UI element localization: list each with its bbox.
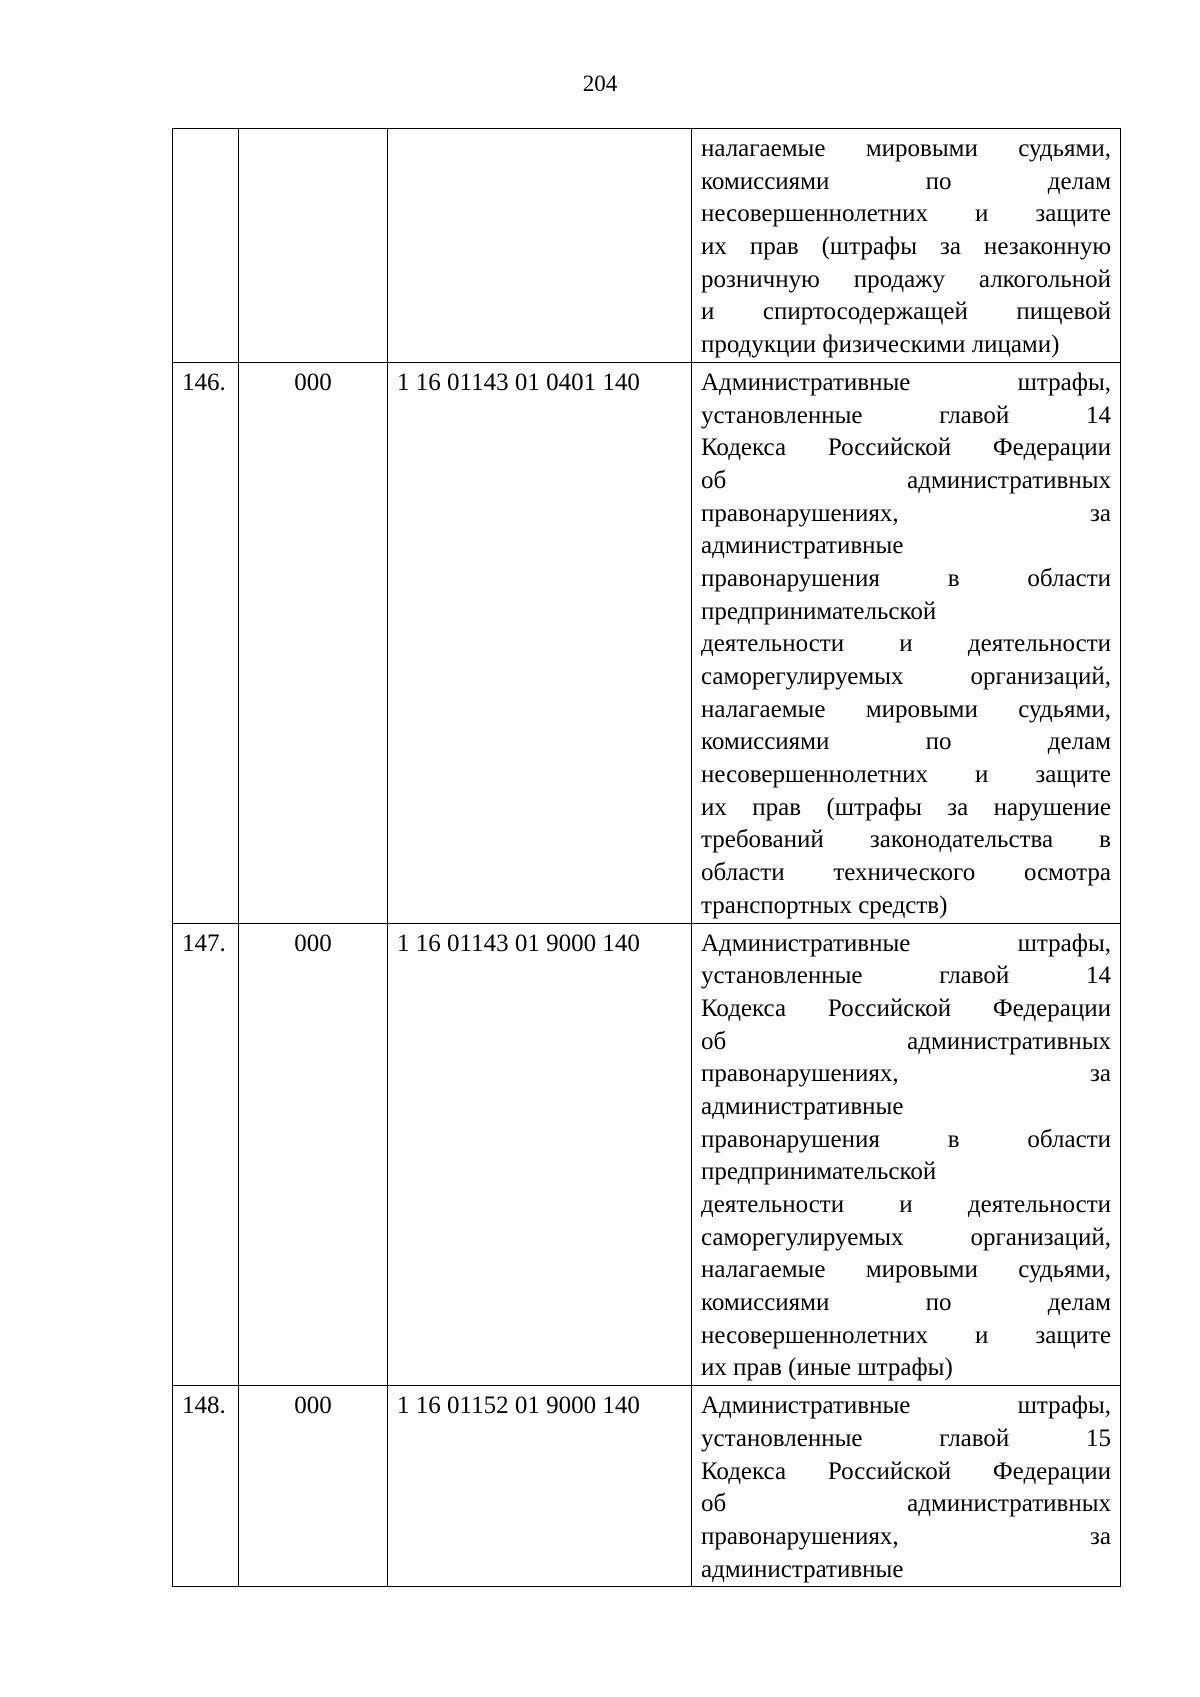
description-cell — [692, 923, 1121, 1386]
description-line: налагаемые мировыми судьями, — [701, 1256, 1111, 1284]
description-line: несовершеннолетних и защите — [701, 200, 1111, 228]
row-number-cell: 146. — [173, 362, 239, 923]
description-line: установленные главой 15 — [701, 1424, 1111, 1452]
description-line: их прав (штрафы за нарушение — [701, 793, 1111, 821]
description-line: розничную продажу алкогольной — [701, 265, 1111, 293]
description-line: административные — [701, 1555, 904, 1583]
description-line: требований законодательства в — [701, 826, 1111, 854]
description-line: установленные главой 14 — [701, 962, 1111, 990]
description-line: правонарушения в области — [701, 564, 1111, 592]
description-line: об административных — [701, 1027, 1111, 1055]
table-row — [173, 362, 1121, 923]
administrator-code-cell: 000 — [239, 1386, 388, 1587]
administrator-code-cell — [239, 129, 388, 363]
page-number: 204 — [582, 71, 618, 96]
description-line: административные — [701, 532, 904, 560]
description-line: Административные штрафы, — [701, 929, 1111, 957]
description-cell — [692, 362, 1121, 923]
description-line: области технического осмотра — [701, 859, 1111, 887]
description-line: несовершеннолетних и защите — [701, 761, 1111, 789]
description-line: правонарушениях, за — [701, 1060, 1111, 1088]
description-line: продукции физическими лицами) — [701, 331, 1060, 359]
description-line: несовершеннолетних и защите — [701, 1321, 1111, 1349]
administrator-code-cell: 000 — [239, 923, 388, 1386]
description-line: Кодекса Российской Федерации — [701, 434, 1111, 462]
description-line: комиссиями по делам — [701, 1289, 1111, 1317]
description-line: саморегулируемых организаций, — [701, 1223, 1111, 1251]
description-line: саморегулируемых организаций, — [701, 663, 1111, 690]
table-row — [173, 923, 1121, 1386]
table-body — [173, 129, 1121, 1587]
description-line: об административных — [701, 1490, 1111, 1518]
description-line: транспортных средств) — [701, 891, 948, 919]
budget-code-cell: 1 16 01143 01 9000 140 — [388, 923, 692, 1386]
description-line: Кодекса Российской Федерации — [701, 994, 1111, 1022]
budget-code-cell: 1 16 01143 01 0401 140 — [388, 362, 692, 923]
description-line: Административные штрафы, — [701, 368, 1111, 396]
description-cell — [692, 1386, 1121, 1587]
description-line: предпринимательской — [701, 1158, 937, 1186]
budget-classification-table — [172, 128, 1121, 1587]
description-line: деятельности и деятельности — [701, 630, 1111, 658]
row-number-cell: 147. — [173, 923, 239, 1386]
description-line: и спиртосодержащей пищевой — [701, 298, 1111, 326]
description-line: комиссиями по делам — [701, 728, 1111, 756]
row-number-cell: 148. — [173, 1386, 239, 1587]
description-line: административные — [701, 1092, 904, 1120]
description-cell — [692, 129, 1121, 363]
description-line: установленные главой 14 — [701, 401, 1111, 429]
table-row — [173, 129, 1121, 363]
description-line: правонарушениях, за — [701, 1522, 1111, 1550]
description-line: их прав (штрафы за незаконную — [701, 233, 1111, 261]
description-line: правонарушениях, за — [701, 499, 1111, 527]
description-line: Кодекса Российской Федерации — [701, 1457, 1111, 1485]
description-line: налагаемые мировыми судьями, — [701, 135, 1111, 162]
description-line: об административных — [701, 466, 1111, 494]
description-line: комиссиями по делам — [701, 167, 1111, 195]
description-line: их прав (иные штрафы) — [701, 1354, 953, 1382]
description-line: налагаемые мировыми судьями, — [701, 695, 1111, 723]
description-line: правонарушения в области — [701, 1125, 1111, 1153]
row-number-cell — [173, 129, 239, 363]
administrator-code-cell: 000 — [239, 362, 388, 923]
description-line: Административные штрафы, — [701, 1392, 1111, 1420]
description-line: деятельности и деятельности — [701, 1191, 1111, 1218]
table-row — [173, 1386, 1121, 1587]
budget-code-cell — [388, 129, 692, 363]
description-line: предпринимательской — [701, 597, 937, 625]
budget-code-cell: 1 16 01152 01 9000 140 — [388, 1386, 692, 1587]
